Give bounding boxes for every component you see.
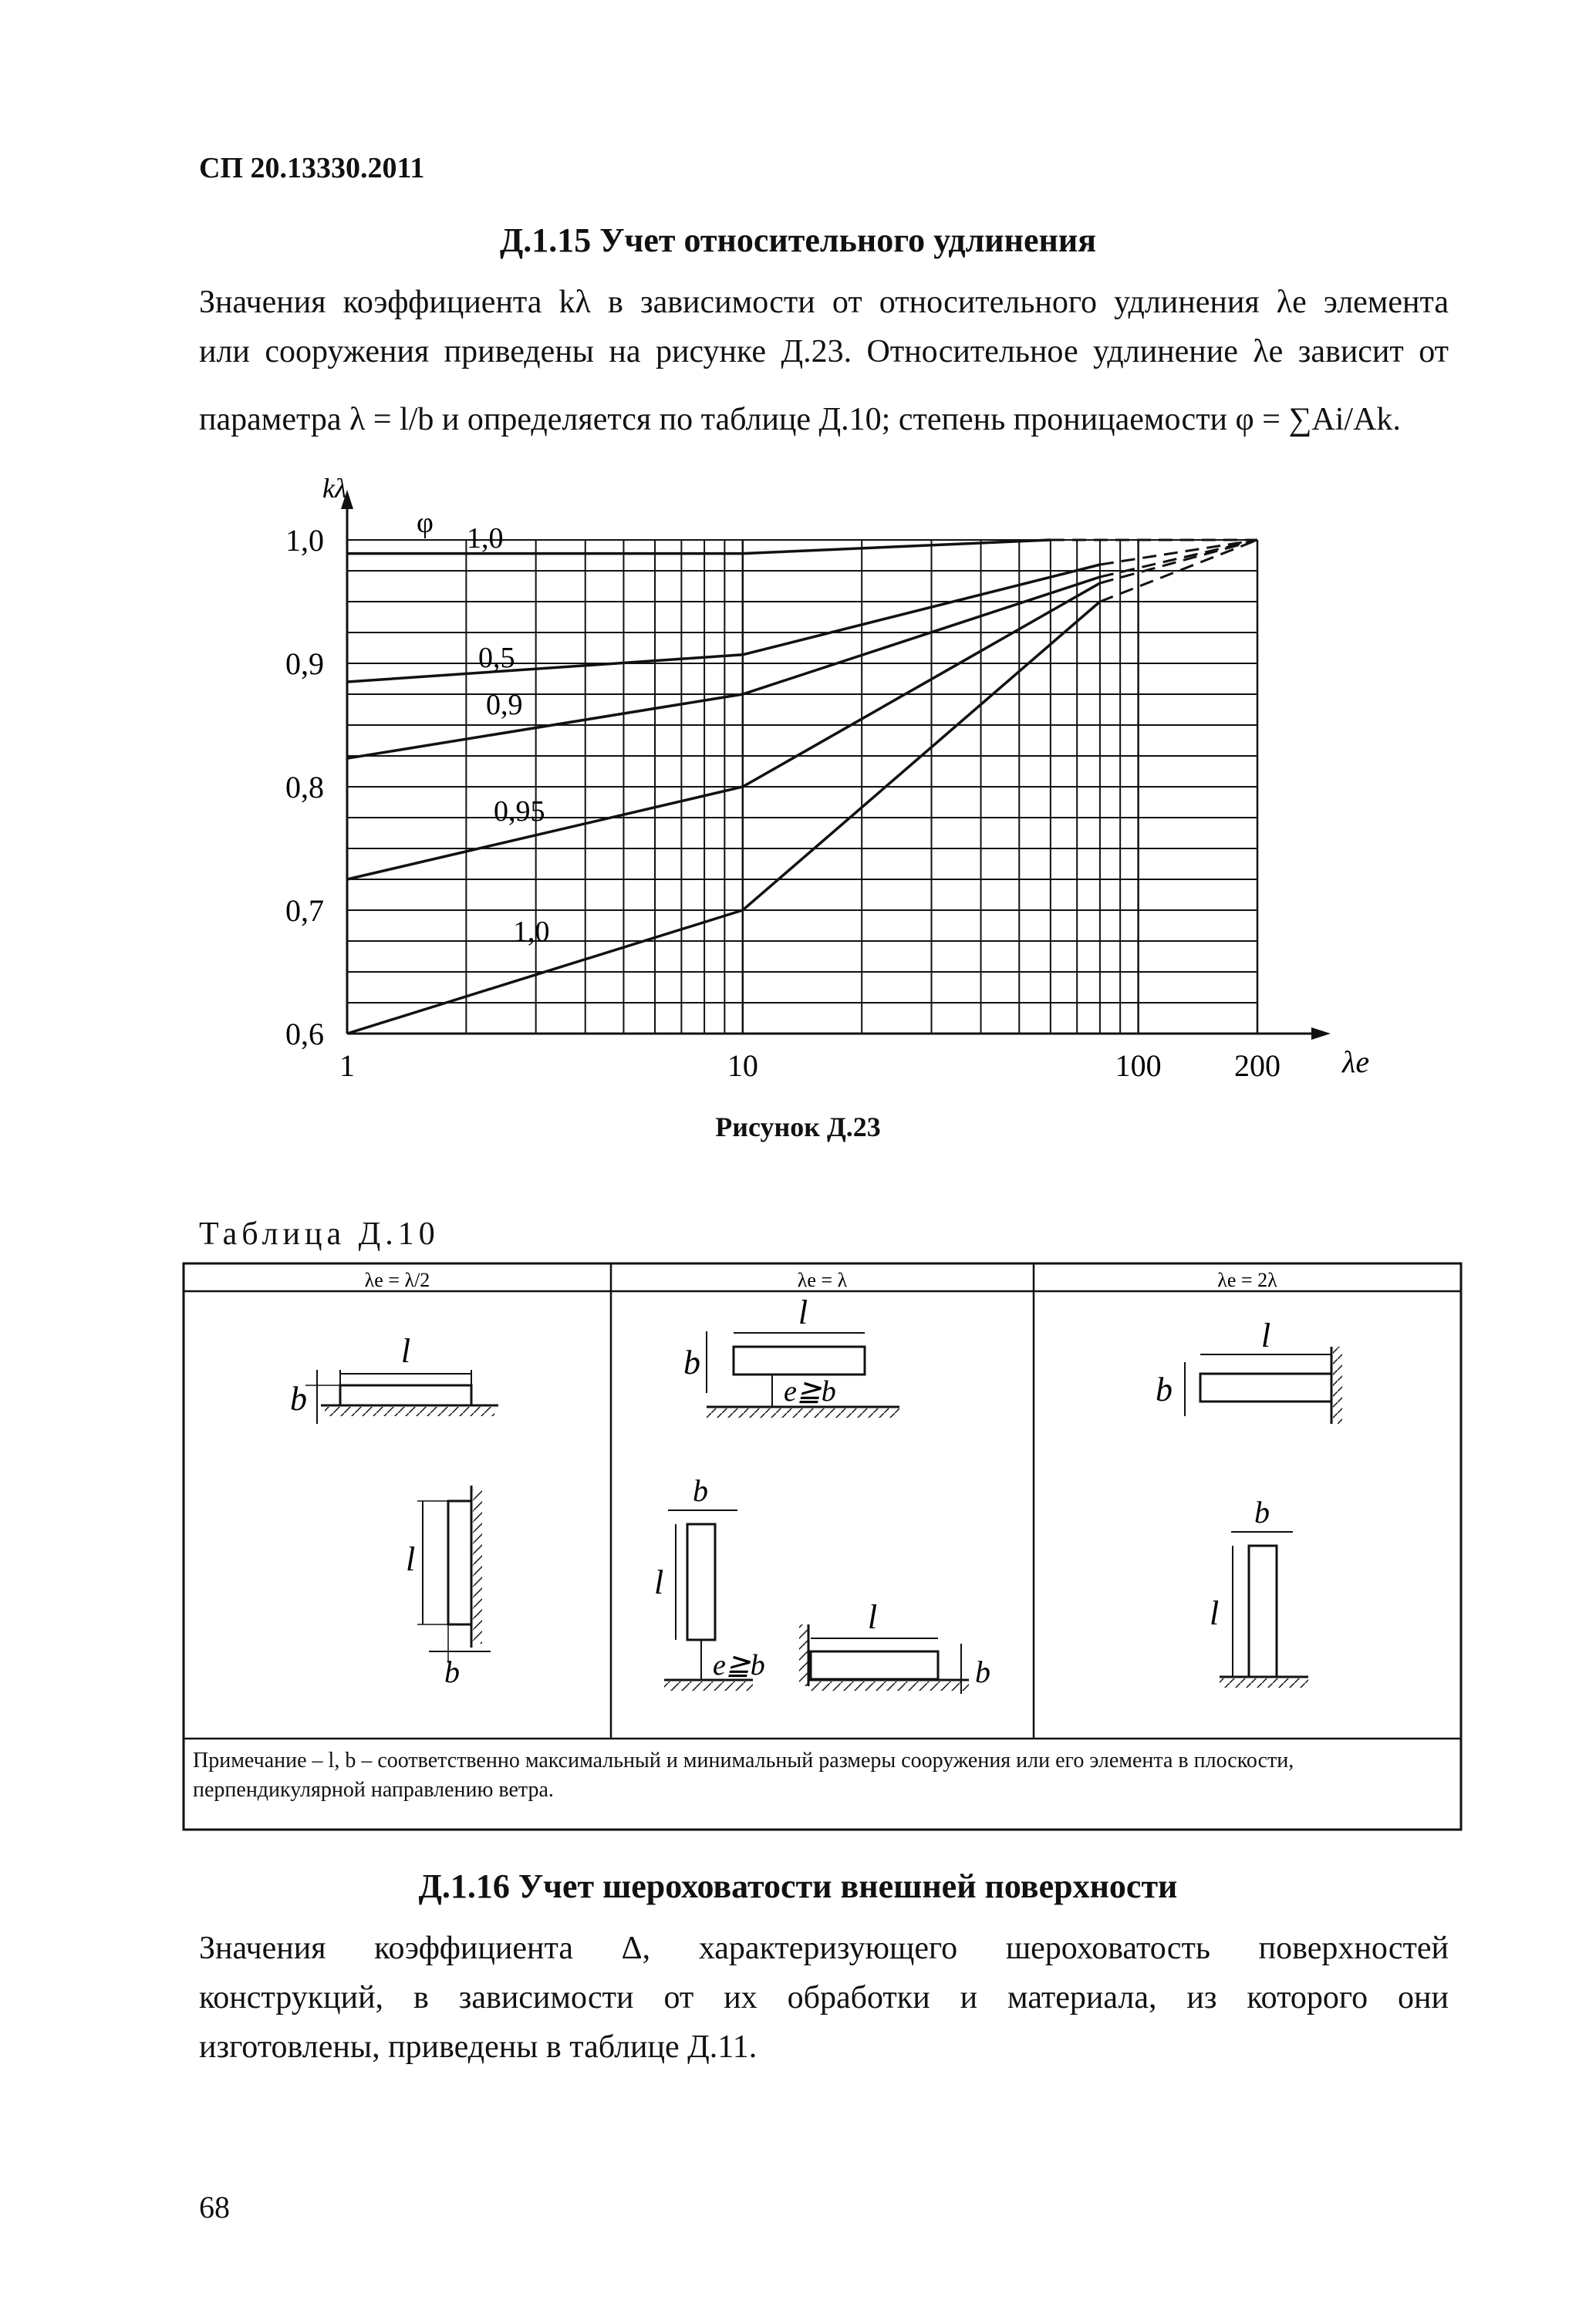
- svg-text:l: l: [400, 1332, 411, 1370]
- table-header-3: λe = 2λ: [1217, 1269, 1277, 1291]
- y-tick-label: 0,8: [285, 770, 324, 805]
- y-tick-label: 0,9: [285, 646, 324, 681]
- table-header-1: λe = λ/2: [364, 1269, 430, 1291]
- x-tick-label: 10: [727, 1048, 758, 1083]
- legend-title: φ: [417, 507, 434, 539]
- svg-text:l: l: [798, 1294, 808, 1331]
- chart-labels: [285, 478, 1369, 1083]
- series-line: [347, 583, 1100, 879]
- svg-text:b: b: [1156, 1371, 1173, 1408]
- svg-text:l: l: [1260, 1317, 1271, 1354]
- section-title-d116: Д.1.16 Учет шероховатости внешней поверхности: [418, 1867, 1178, 1905]
- svg-text:l: l: [406, 1540, 416, 1578]
- series-line-extrapolated: [1100, 540, 1257, 565]
- y-axis-label: kλ: [322, 478, 347, 504]
- table-label: Таблица Д.10: [199, 1216, 440, 1252]
- y-tick-label: 1,0: [285, 523, 324, 558]
- table-header-2: λe = λ: [797, 1269, 848, 1291]
- diagram-cell1-vertical: [406, 1486, 491, 1689]
- svg-text:b: b: [975, 1655, 990, 1689]
- series-label: 0,9: [486, 689, 523, 721]
- svg-text:l: l: [654, 1563, 664, 1601]
- diagram-cell3-cantilever: [1156, 1317, 1342, 1424]
- x-tick-label: 200: [1234, 1048, 1281, 1083]
- svg-text:b: b: [683, 1344, 700, 1381]
- svg-text:e≧b: e≧b: [713, 1649, 765, 1682]
- paragraph-line: Значения коэффициента Δ, характеризующего шероховатость поверхностей: [199, 1931, 1449, 1966]
- diagram-cell3-vertical: [1210, 1495, 1308, 1688]
- chart-axes: [341, 490, 1331, 1040]
- paragraph-line: или сооружения приведены на рисунке Д.23. Относительное удлинение λe зависит от: [199, 334, 1449, 369]
- svg-text:e≧b: e≧b: [784, 1375, 836, 1408]
- series-label: 1,0: [513, 916, 550, 948]
- kl-chart: [262, 478, 1435, 1095]
- paragraph-line: конструкций, в зависимости от их обработки и материала, из которого они: [199, 1980, 1449, 2015]
- paragraph-line: параметра λ = l/b и определяется по таблице Д.10; степень проницаемости φ = ∑Ai/Ak.: [199, 402, 1401, 437]
- figure-caption: Рисунок Д.23: [715, 1111, 881, 1142]
- x-tick-label: 1: [339, 1048, 355, 1083]
- svg-text:l: l: [1210, 1594, 1220, 1632]
- page-number: 68: [199, 2190, 230, 2225]
- section-title-d115: Д.1.15 Учет относительного удлинения: [499, 221, 1097, 259]
- series-label: 1,0: [467, 522, 504, 555]
- section-d115-paragraph: [199, 278, 1449, 444]
- svg-text:b: b: [1254, 1495, 1270, 1530]
- diagram-cell2-raised: [683, 1294, 899, 1418]
- series-label: 0,5: [478, 642, 515, 674]
- diagram-cell2-vertical-raised: [654, 1473, 765, 1691]
- svg-text:b: b: [444, 1655, 460, 1689]
- x-tick-label: 100: [1115, 1048, 1162, 1083]
- section-d116-paragraph: [199, 1924, 1449, 2072]
- svg-text:b: b: [290, 1380, 307, 1418]
- document-code: СП 20.13330.2011: [199, 152, 425, 184]
- series-line: [347, 577, 1100, 758]
- series-line: [347, 540, 1051, 554]
- chart-grid: [347, 540, 1257, 1034]
- paragraph-line: изготовлены, приведены в таблице Д.11.: [199, 2029, 758, 2065]
- series-line: [347, 565, 1100, 682]
- diagram-cell2-lying: [799, 1598, 990, 1694]
- y-tick-label: 0,6: [285, 1017, 324, 1051]
- diagram-cell1-horizontal: [290, 1332, 498, 1424]
- x-axis-arrow-icon: [1311, 1027, 1331, 1040]
- svg-text:b: b: [693, 1473, 708, 1508]
- svg-text:l: l: [867, 1598, 878, 1636]
- x-axis-label: λe: [1342, 1044, 1370, 1079]
- paragraph-line: Значения коэффициента kλ в зависимости от относительного удлинения λe элемента: [199, 285, 1449, 320]
- series-label: 0,95: [494, 795, 545, 828]
- table-note: Примечание – l, b – соответственно максимальный и минимальный размеры сооружения или его элемента в плоскости, перпендикулярной направлению ветра.: [193, 1749, 1294, 1802]
- y-tick-label: 0,7: [285, 893, 324, 928]
